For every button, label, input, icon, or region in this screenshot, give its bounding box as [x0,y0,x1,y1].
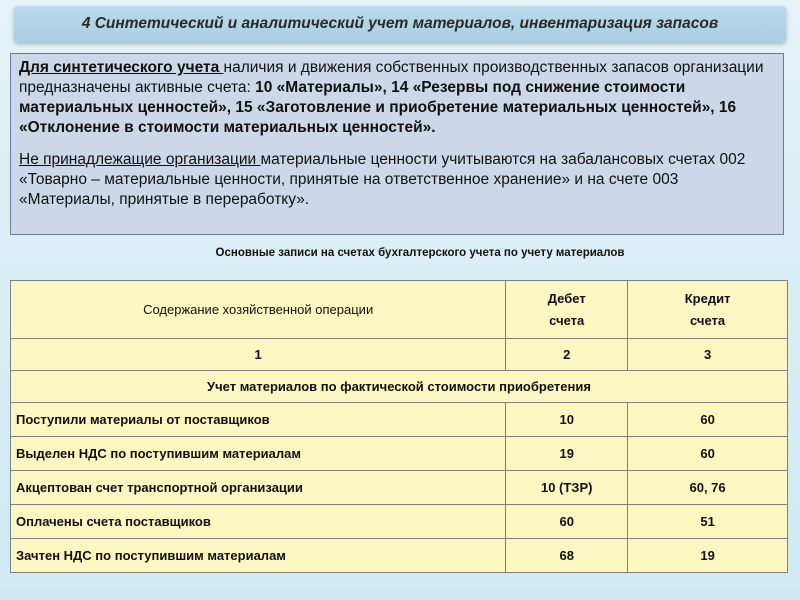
row-credit: 60 [628,437,788,471]
column-number: 2 [506,339,628,371]
section-row [11,371,788,403]
row-operation: Оплачены счета поставщиков [11,505,506,539]
header-debit [506,281,628,339]
header-credit-line2: счета [690,312,726,328]
section-title: Учет материалов по фактической стоимости приобретения [11,371,788,403]
table-header-row [11,281,788,339]
info-paragraph-synthetic [19,58,775,138]
row-credit: 60 [628,403,788,437]
header-debit-line2: счета [549,312,585,328]
table-row [11,437,788,471]
row-credit: 60, 76 [628,471,788,505]
operations-table [10,280,788,573]
column-number-row [11,339,788,371]
row-debit: 10 (ТЗР) [506,471,628,505]
row-debit: 19 [506,437,628,471]
table-row [11,403,788,437]
info-text-offbalance: материальные ценности учитываются на забалансовых счетах 002 «Товарно – материальные ценности, принятые на ответственное хранение» и на счете 003 «Материалы, принятые в переработку». [19,151,746,208]
info-lead-synthetic: Для синтетического учета [19,59,224,76]
header-credit [628,281,788,339]
row-operation: Выделен НДС по поступившим материалам [11,437,506,471]
title-banner [14,6,786,42]
row-debit: 10 [506,403,628,437]
header-operation: Содержание хозяйственной операции [11,281,506,339]
row-operation: Акцептован счет транспортной организации [11,471,506,505]
table-row [11,505,788,539]
info-text-synthetic: наличия и движения собственных производственных запасов организации предназначены активные счета: [19,59,764,96]
table-caption: Основные записи на счетах бухгалтерского учета по учету материалов [215,247,625,259]
row-debit: 60 [506,505,628,539]
table-row [11,539,788,573]
header-credit-line1: Кредит [684,290,731,306]
row-credit: 19 [628,539,788,573]
row-operation: Зачтен НДС по поступившим материалам [11,539,506,573]
info-box [10,53,784,235]
info-lead-offbalance: Не принадлежащие организации [19,151,261,168]
table-row [11,471,788,505]
info-paragraph-offbalance [19,150,775,210]
info-accounts: 10 «Материалы», 14 «Резервы под снижение стоимости материальных ценностей», 15 «Заготовление и приобретение материальных ценностей», 16 «Отклонение в стоимости материальных ценностей». [19,79,737,136]
row-credit: 51 [628,505,788,539]
page-title: 4 Синтетический и аналитический учет материалов, инвентаризация запасов [81,15,719,32]
header-debit-line1: Дебет [547,290,586,306]
column-number: 3 [628,339,788,371]
row-operation: Поступили материалы от поставщиков [11,403,506,437]
column-number: 1 [11,339,506,371]
row-debit: 68 [506,539,628,573]
